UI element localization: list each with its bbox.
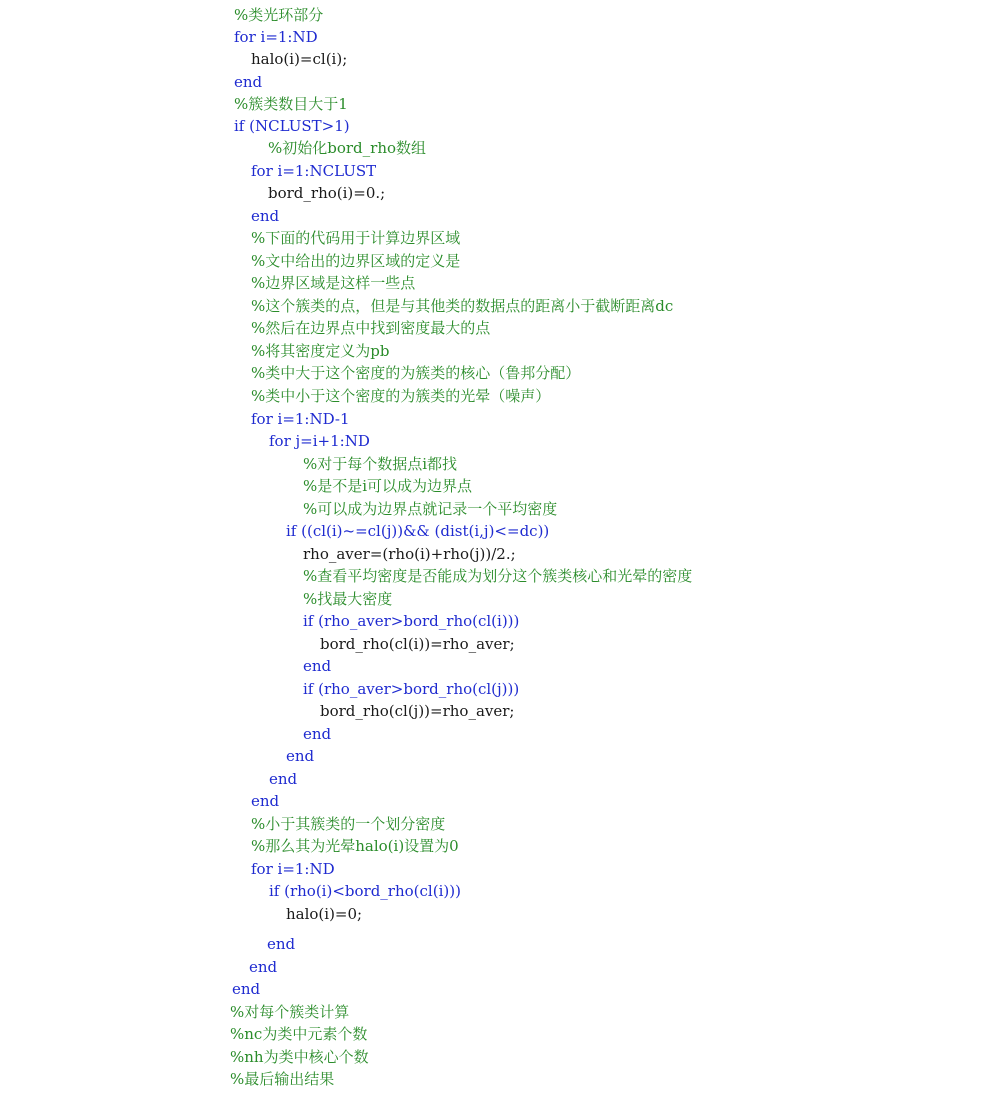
code-line: %边界区域是这样一些点	[251, 274, 416, 292]
code-line: %这个簇类的点，但是与其他类的数据点的距离小于截断距离dc	[251, 297, 674, 315]
code-line: %查看平均密度是否能成为划分这个簇类核心和光晕的密度	[303, 567, 693, 585]
code-line: bord_rho(i)=0.;	[268, 184, 386, 202]
code-line: end	[251, 792, 280, 810]
code-line: %是不是i可以成为边界点	[303, 477, 473, 495]
code-line: if (rho(i)<bord_rho(cl(i)))	[269, 882, 461, 900]
code-line: end	[303, 657, 332, 675]
code-line: halo(i)=cl(i);	[251, 50, 348, 68]
code-line: for i=1:ND	[234, 28, 318, 46]
code-line: %然后在边界点中找到密度最大的点	[251, 319, 491, 337]
code-line: %对于每个数据点i都找	[303, 455, 458, 473]
code-line: %找最大密度	[303, 590, 393, 608]
code-line: for i=1:ND-1	[251, 410, 350, 428]
code-line: %簇类数目大于1	[234, 95, 348, 113]
code-line: end	[251, 207, 280, 225]
code-line: %下面的代码用于计算边界区域	[251, 229, 461, 247]
code-line: %nh为类中核心个数	[230, 1048, 369, 1066]
code-line: %类光环部分	[234, 6, 324, 24]
code-line: rho_aver=(rho(i)+rho(j))/2.;	[303, 545, 516, 563]
code-line: %可以成为边界点就记录一个平均密度	[303, 500, 558, 518]
code-line: %nc为类中元素个数	[230, 1025, 368, 1043]
code-line: end	[303, 725, 332, 743]
code-line: if (NCLUST>1)	[234, 117, 350, 135]
code-line: %类中大于这个密度的为簇类的核心（鲁邦分配）	[251, 364, 581, 382]
code-line: if (rho_aver>bord_rho(cl(j)))	[303, 680, 520, 698]
code-line: if (rho_aver>bord_rho(cl(i)))	[303, 612, 520, 630]
code-line: end	[234, 73, 263, 91]
code-line: %初始化bord_rho数组	[268, 139, 427, 157]
code-line: %将其密度定义为pb	[251, 342, 390, 360]
code-line: end	[286, 747, 315, 765]
code-line: %那么其为光晕halo(i)设置为0	[251, 837, 459, 855]
code-line: for i=1:NCLUST	[251, 162, 377, 180]
code-line: bord_rho(cl(j))=rho_aver;	[320, 702, 515, 720]
code-line: end	[269, 770, 298, 788]
code-line: halo(i)=0;	[286, 905, 363, 923]
code-line: %最后输出结果	[230, 1070, 335, 1088]
code-line: bord_rho(cl(i))=rho_aver;	[320, 635, 515, 653]
code-line: %小于其簇类的一个划分密度	[251, 815, 446, 833]
code-line: for j=i+1:ND	[269, 432, 370, 450]
code-line: %对每个簇类计算	[230, 1003, 350, 1021]
code-line: end	[232, 980, 261, 998]
code-line: %文中给出的边界区域的定义是	[251, 252, 461, 270]
code-line: for i=1:ND	[251, 860, 335, 878]
code-line: if ((cl(i)~=cl(j))&& (dist(i,j)<=dc))	[286, 522, 550, 540]
code-line: end	[249, 958, 278, 976]
code-line: end	[267, 935, 296, 953]
code-line: %类中小于这个密度的为簇类的光晕（噪声）	[251, 387, 551, 405]
